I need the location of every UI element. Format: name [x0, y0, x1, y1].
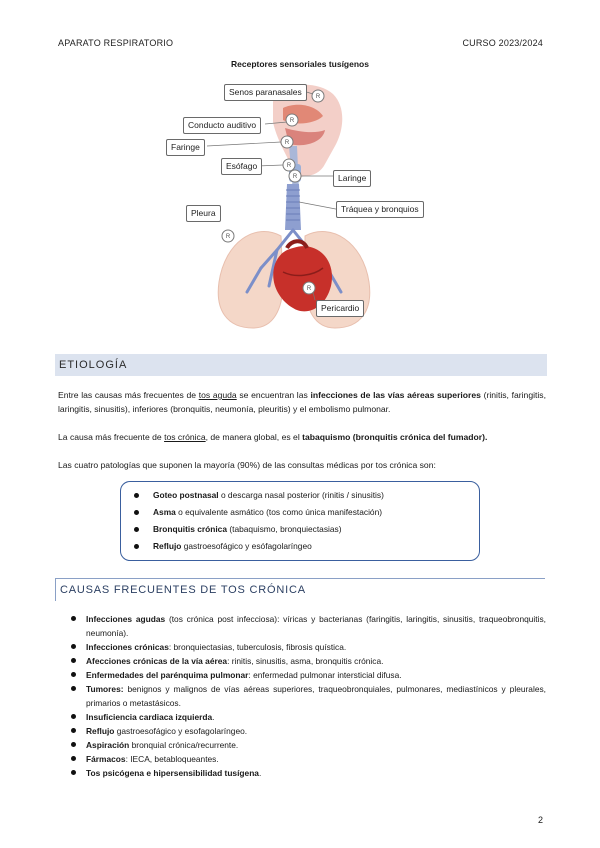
receptor-mark: R	[292, 174, 298, 180]
label-pleura: Pleura	[186, 205, 221, 222]
section-heading-etiologia	[55, 354, 547, 376]
list-item: Afecciones crónicas de la vía aérea: rinitis, sinusitis, asma, bronquitis crónica.	[86, 654, 546, 668]
label-faringe: Faringe	[166, 139, 205, 156]
section-heading-causas	[55, 578, 545, 601]
label-pericardio: Pericardio	[316, 300, 364, 317]
label-traquea-bronquios: Tráquea y bronquios	[336, 201, 424, 218]
receptor-mark: R	[286, 163, 292, 169]
list-item: Aspiración bronquial crónica/recurrente.	[86, 738, 546, 752]
paragraph-tos-cronica: La causa más frecuente de tos crónica, de manera global, es el tabaquismo (bronquitis crónica del fumador).	[58, 432, 488, 442]
list-item: Infecciones agudas (tos crónica post infecciosa): víricas y bacterianas (faringitis, laringitis, sinusitis, traqueobronquitis, neumonía).	[86, 614, 546, 638]
list-item: Reflujo gastroesofágico y esófagolaríngeo	[153, 541, 312, 551]
running-header-right: CURSO 2023/2024	[462, 38, 543, 48]
list-item: Asma o equivalente asmático (tos como única manifestación)	[153, 507, 383, 517]
section-heading-causas-text: CAUSAS FRECUENTES DE TOS CRÓNICA	[60, 584, 306, 596]
paragraph-tos-aguda: Entre las causas más frecuentes de tos aguda se encuentran las infecciones de las vías aéreas superiores (rinitis, faringitis, laringitis, sinusitis), inferiores (bronquitis, neumonía, pleuritis) y el embolismo pulmonar.	[58, 390, 546, 414]
figure-title: Receptores sensoriales tusígenos	[231, 59, 369, 69]
list-item: Infecciones crónicas: bronquiectasias, tuberculosis, fibrosis quística.	[86, 640, 546, 654]
list-item: Fármacos: IECA, betabloqueantes.	[86, 752, 546, 766]
label-esofago: Esófago	[221, 158, 262, 175]
receptor-mark: R	[289, 118, 295, 124]
list-item: Enfermedades del parénquima pulmonar: enfermedad pulmonar intersticial difusa.	[86, 668, 546, 682]
list-item: Bronquitis crónica (tabaquismo, bronquiectasias)	[153, 524, 342, 534]
receptor-mark: R	[225, 234, 231, 240]
section-heading-etiologia-text: ETIOLOGÍA	[59, 359, 128, 371]
label-senos-paranasales: Senos paranasales	[224, 84, 307, 101]
list-item: Insuficiencia cardiaca izquierda.	[86, 710, 546, 724]
running-header-left: APARATO RESPIRATORIO	[58, 38, 174, 48]
paragraph-cuatro-patologias: Las cuatro patologías que suponen la mayoría (90%) de las consultas médicas por tos crónica son:	[58, 460, 436, 470]
list-item: Tos psicógena e hipersensibilidad tusígena.	[86, 766, 546, 780]
page-number: 2	[537, 815, 543, 825]
receptor-mark: R	[315, 94, 321, 100]
key-causes-box	[120, 481, 480, 561]
label-laringe: Laringe	[333, 170, 371, 187]
list-item: Tumores: benignos y malignos de vías aéreas superiores, traqueobronquiales, pulmonares, mediastínicos y pleurales, primarios o metastásicos.	[86, 684, 546, 708]
receptor-mark: R	[284, 140, 290, 146]
list-item: Reflujo gastroesofágico y esofagolaríngeo.	[86, 724, 546, 738]
list-item: Goteo postnasal o descarga nasal posterior (rinitis / sinusitis)	[153, 490, 384, 500]
label-conducto-auditivo: Conducto auditivo	[183, 117, 261, 134]
receptor-mark: R	[306, 286, 312, 292]
